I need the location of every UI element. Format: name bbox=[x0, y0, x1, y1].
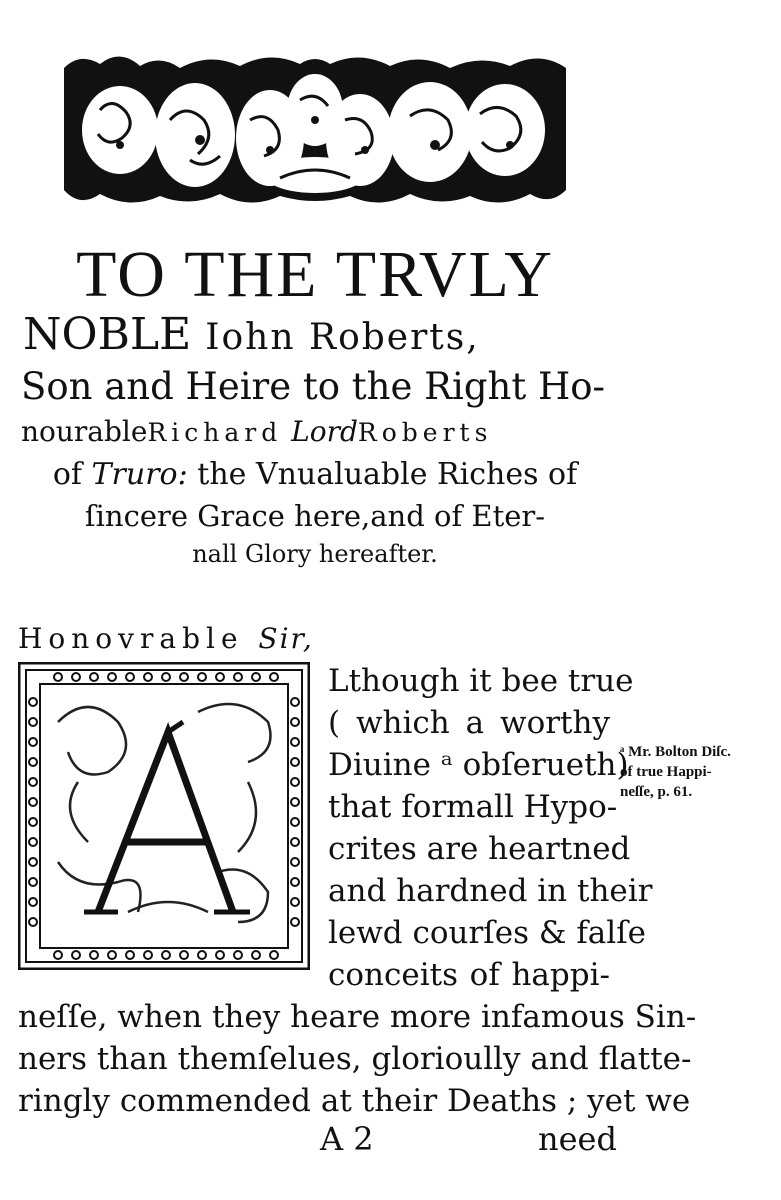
catchword: need bbox=[538, 1120, 617, 1158]
title-lord: Lord bbox=[291, 415, 358, 448]
body-line: ringly commended at their Deaths ; yet we bbox=[18, 1083, 691, 1119]
body-text-narrow bbox=[328, 660, 653, 996]
title-line-5 bbox=[15, 454, 615, 496]
body-line: that formall Hypo- bbox=[328, 789, 618, 825]
body-line: Diuine ᵃ obſerueth) bbox=[328, 747, 629, 783]
title-truro: Truro: bbox=[91, 457, 188, 492]
decorated-initial-letter bbox=[18, 662, 310, 970]
body-line: conceits of happi- bbox=[328, 957, 610, 993]
salutation-sir: Sir, bbox=[258, 622, 314, 655]
title-nourable: nourable bbox=[21, 415, 148, 448]
body-line: ( which a worthy bbox=[328, 705, 610, 741]
body-line: neſſe, when they heare more infamous Sin- bbox=[18, 999, 697, 1035]
body-line: and hardned in their bbox=[328, 873, 653, 909]
headpiece-ornament bbox=[60, 50, 570, 210]
title-of: of bbox=[52, 457, 82, 492]
dedication-title bbox=[15, 240, 615, 572]
body-line: lewd courſes & falſe bbox=[328, 915, 647, 951]
title-noble: NOBLE bbox=[23, 309, 192, 360]
note-line: neſſe, p. 61. bbox=[620, 784, 693, 800]
title-line-4 bbox=[15, 411, 615, 454]
title-line-6: ſincere Grace here,and of Eter- bbox=[84, 499, 546, 533]
title-riches: the Vnualuable Riches of bbox=[197, 457, 578, 492]
marginal-note bbox=[620, 742, 780, 802]
note-line: of true Happi- bbox=[620, 764, 712, 780]
title-line-2 bbox=[15, 310, 615, 363]
title-line-7: nall Glory hereafter. bbox=[192, 540, 438, 568]
title-recipient-name: Iohn Roberts, bbox=[205, 317, 480, 358]
note-line: ᵃ Mr. Bolton Diſc. bbox=[620, 744, 731, 760]
body-line: ners than themſelues, glorioully and flatte- bbox=[18, 1041, 692, 1077]
body-line: Lthough it bee true bbox=[328, 663, 634, 699]
body-text-wide bbox=[18, 996, 697, 1122]
signature-mark: A 2 bbox=[320, 1120, 374, 1158]
salutation-honourable: Honovrable bbox=[18, 622, 244, 655]
title-roberts: Roberts bbox=[357, 418, 493, 447]
title-richard: Richard bbox=[147, 418, 283, 447]
title-line-1: TO THE TRVLY bbox=[76, 238, 554, 311]
salutation bbox=[18, 622, 314, 655]
body-line: crites are heartned bbox=[328, 831, 631, 867]
title-line-3: Son and Heire to the Right Ho- bbox=[21, 365, 606, 408]
